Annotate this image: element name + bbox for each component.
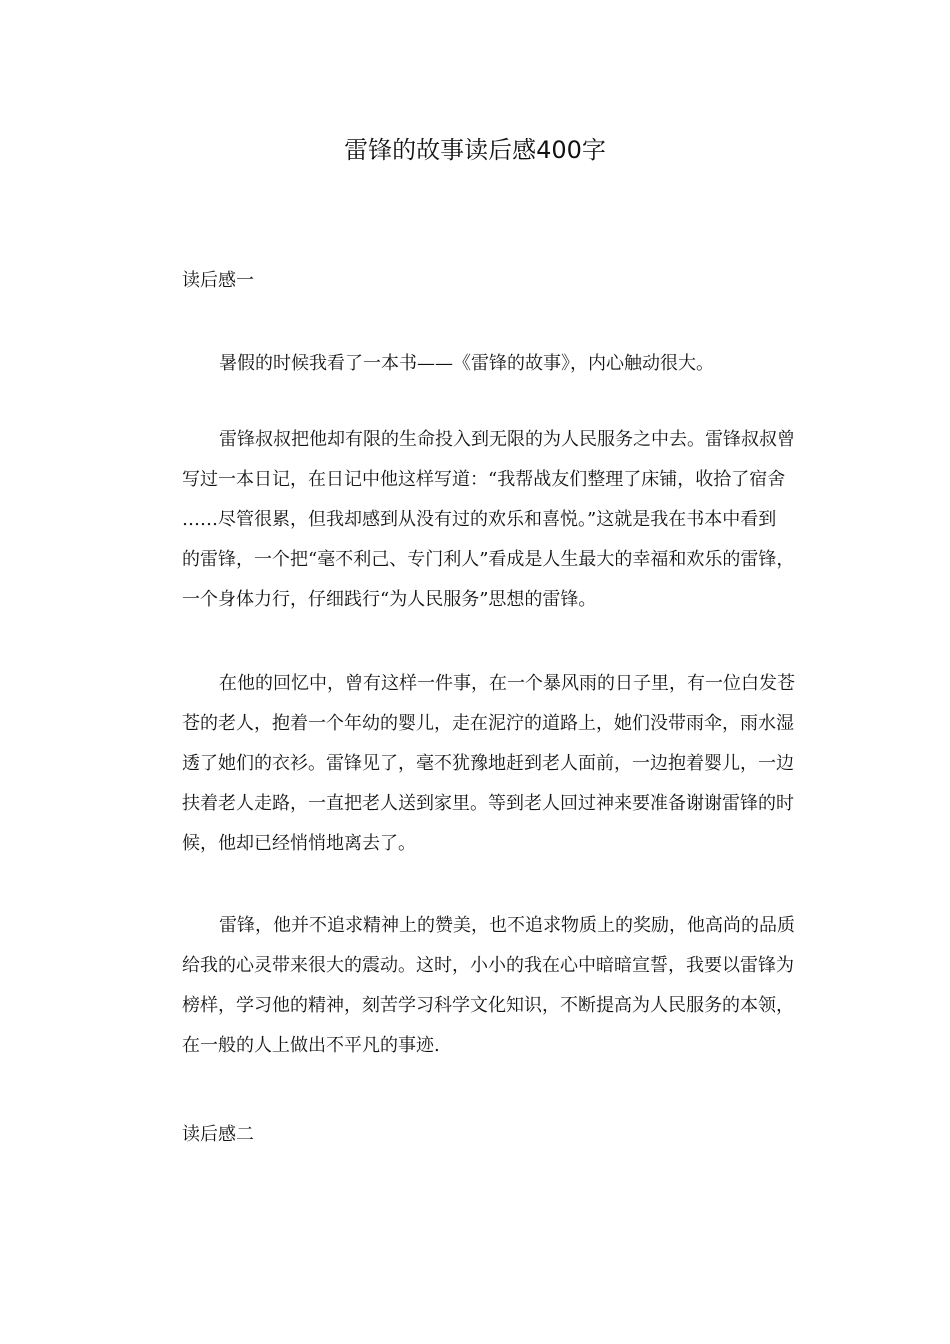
paragraph-line: 榜样，学习他的精神，刻苦学习科学文化知识，不断提高为人民服务的本领， — [182, 995, 794, 1016]
document-title: 雷锋的故事读后感400字 — [344, 136, 606, 164]
paragraph-line: ……尽管很累，但我却感到从没有过的欢乐和喜悦。”这就是我在书本中看到 — [182, 509, 777, 530]
paragraph-line: 写过一本日记，在日记中他这样写道：“我帮战友们整理了床铺，收拾了宿舍 — [182, 469, 786, 490]
paragraph-line: 扶着老人走路，一直把老人送到家里。等到老人回过神来要准备谢谢雷锋的时 — [182, 793, 794, 814]
paragraph-line: 透了她们的衣衫。雷锋见了，毫不犹豫地赶到老人面前，一边抱着婴儿，一边 — [182, 753, 794, 774]
paragraph-line: 一个身体力行，仔细践行“为人民服务”思想的雷锋。 — [182, 589, 597, 610]
paragraph-4 — [145, 906, 805, 1066]
paragraph-1 — [145, 344, 805, 384]
section-heading-2: 读后感二 — [182, 1124, 254, 1145]
paragraph-line: 给我的心灵带来很大的震动。这时，小小的我在心中暗暗宣誓，我要以雷锋为 — [182, 955, 794, 976]
paragraph-line: 暑假的时候我看了一本书——《雷锋的故事》，内心触动很大。 — [219, 353, 714, 374]
paragraph-line: 的雷锋，一个把“毫不利己、专门利人”看成是人生最大的幸福和欢乐的雷锋， — [182, 549, 795, 570]
paragraph-line: 雷锋，他并不追求精神上的赞美，也不追求物质上的奖励，他高尚的品质 — [219, 915, 795, 936]
section-heading-1: 读后感一 — [182, 270, 254, 291]
paragraph-2 — [145, 420, 805, 620]
paragraph-line: 候，他却已经悄悄地离去了。 — [182, 833, 416, 854]
paragraph-line: 苍的老人，抱着一个年幼的婴儿，走在泥泞的道路上，她们没带雨伞，雨水湿 — [182, 713, 794, 734]
paragraph-3 — [145, 664, 805, 864]
paragraph-line: 在一般的人上做出不平凡的事迹. — [182, 1035, 440, 1056]
paragraph-line: 雷锋叔叔把他却有限的生命投入到无限的为人民服务之中去。雷锋叔叔曾 — [219, 429, 795, 450]
paragraph-line: 在他的回忆中，曾有这样一件事，在一个暴风雨的日子里，有一位白发苍 — [219, 673, 795, 694]
